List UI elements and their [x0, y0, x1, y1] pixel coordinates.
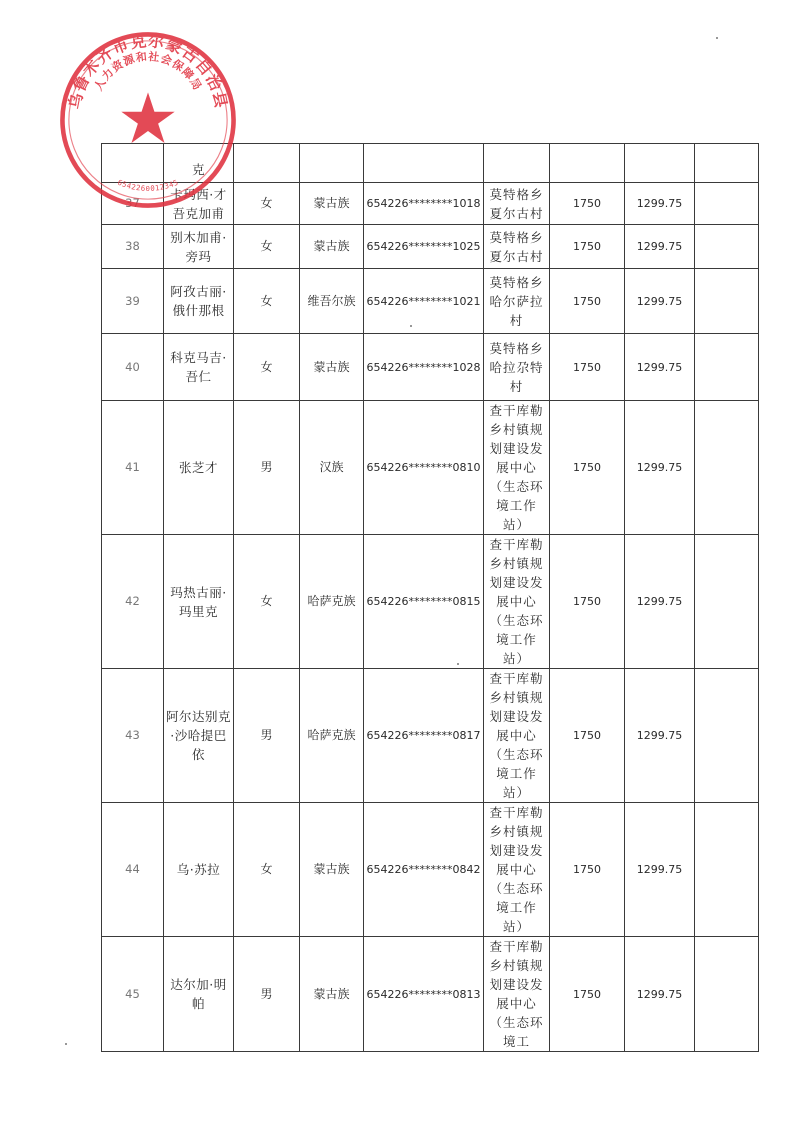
amount2-cell: 1299.75: [625, 937, 695, 1052]
amount2-cell: 1299.75: [625, 535, 695, 669]
id-number-cell: 654226********1025: [364, 225, 484, 269]
amount2-cell: 1299.75: [625, 225, 695, 269]
id-number-cell: 654226********1021: [364, 269, 484, 334]
ethnicity-cell: 蒙古族: [300, 937, 364, 1052]
table-row: [102, 269, 759, 334]
table-row: [102, 225, 759, 269]
gender-cell: 女: [234, 535, 300, 669]
table-row: [102, 803, 759, 937]
id-number-cell: 654226********0810: [364, 401, 484, 535]
seal-star-icon: [121, 92, 174, 143]
unit-cell: 查干库勒乡村镇规划建设发展中心（生态环境工作站）: [484, 401, 550, 535]
unit-cell: 莫特格乡夏尔古村: [484, 183, 550, 225]
id-number-cell: 654226********0817: [364, 669, 484, 803]
row-number-cell: 43: [102, 669, 164, 803]
gender-cell: 女: [234, 225, 300, 269]
seal-outer-text: 乌鲁木齐市克尔蒙古自治县: [64, 30, 232, 111]
gender-cell: 男: [234, 669, 300, 803]
amount1-cell: 1750: [550, 937, 625, 1052]
unit-cell: 莫特格乡哈尔萨拉村: [484, 269, 550, 334]
amount1-cell: 1750: [550, 225, 625, 269]
id-number-cell: 654226********0815: [364, 535, 484, 669]
table-row: [102, 334, 759, 401]
ethnicity-cell: 蒙古族: [300, 334, 364, 401]
official-seal-stamp: [56, 28, 240, 212]
scan-speck: [457, 663, 459, 665]
amount1-cell: 1750: [550, 803, 625, 937]
table-row: [102, 401, 759, 535]
id-number-cell: 654226********0842: [364, 803, 484, 937]
gender-cell: 男: [234, 401, 300, 535]
amount1-cell: 1750: [550, 535, 625, 669]
amount2-cell: 1299.75: [625, 401, 695, 535]
gender-cell: 女: [234, 803, 300, 937]
row-number-cell: 37: [102, 183, 164, 225]
remark-cell: [695, 803, 759, 937]
row-number-cell: 39: [102, 269, 164, 334]
name-cell: 卡玛西·才吾克加甫: [164, 183, 234, 225]
amount1-cell: 1750: [550, 669, 625, 803]
amount2-cell: 1299.75: [625, 803, 695, 937]
unit-cell: [484, 144, 550, 183]
name-cell: 科克马吉·吾仁: [164, 334, 234, 401]
row-number-cell: 45: [102, 937, 164, 1052]
remark-cell: [695, 225, 759, 269]
id-number-cell: 654226********1018: [364, 183, 484, 225]
remark-cell: [695, 144, 759, 183]
gender-cell: 女: [234, 269, 300, 334]
name-cell: 乌·苏拉: [164, 803, 234, 937]
ethnicity-cell: 汉族: [300, 401, 364, 535]
ethnicity-cell: 蒙古族: [300, 183, 364, 225]
scan-speck: [65, 1043, 67, 1045]
remark-cell: [695, 937, 759, 1052]
name-cell: 阿尔达别克·沙哈提巴依: [164, 669, 234, 803]
unit-cell: 莫特格乡哈拉尕特村: [484, 334, 550, 401]
table-row: [102, 669, 759, 803]
svg-text:6542260012345: [116, 178, 180, 193]
scan-speck: [410, 325, 412, 327]
gender-cell: 女: [234, 183, 300, 225]
unit-cell: 查干库勒乡村镇规划建设发展中心（生态环境工作站）: [484, 803, 550, 937]
row-number-cell: 40: [102, 334, 164, 401]
unit-cell: 查干库勒乡村镇规划建设发展中心（生态环境工作站）: [484, 669, 550, 803]
ethnicity-cell: 哈萨克族: [300, 669, 364, 803]
row-number-cell: 42: [102, 535, 164, 669]
name-cell: 达尔加·明帕: [164, 937, 234, 1052]
seal-code-text: 6542260012345: [116, 177, 180, 193]
name-cell: 别木加甫·旁玛: [164, 225, 234, 269]
subsidy-roster-table: [101, 143, 759, 1052]
remark-cell: [695, 535, 759, 669]
gender-cell: 男: [234, 937, 300, 1052]
unit-cell: 查干库勒乡村镇规划建设发展中心（生态环境工: [484, 937, 550, 1052]
amount1-cell: 1750: [550, 401, 625, 535]
remark-cell: [695, 401, 759, 535]
unit-cell: 莫特格乡夏尔古村: [484, 225, 550, 269]
gender-cell: 女: [234, 334, 300, 401]
id-number-cell: [364, 144, 484, 183]
amount2-cell: 1299.75: [625, 269, 695, 334]
ethnicity-cell: 哈萨克族: [300, 535, 364, 669]
ethnicity-cell: 蒙古族: [300, 225, 364, 269]
remark-cell: [695, 669, 759, 803]
remark-cell: [695, 183, 759, 225]
id-number-cell: 654226********1028: [364, 334, 484, 401]
row-number-cell: 44: [102, 803, 164, 937]
remark-cell: [695, 334, 759, 401]
row-number-cell: 38: [102, 225, 164, 269]
name-cell: 阿孜古丽·俄什那根: [164, 269, 234, 334]
amount1-cell: 1750: [550, 334, 625, 401]
name-cell: 张芝才: [164, 401, 234, 535]
name-cell: 克: [164, 144, 234, 183]
seal-inner-text: 人力资源和社会保障局: [91, 50, 205, 93]
ethnicity-cell: 蒙古族: [300, 803, 364, 937]
ethnicity-cell: [300, 144, 364, 183]
amount2-cell: 1299.75: [625, 183, 695, 225]
amount2-cell: 1299.75: [625, 334, 695, 401]
name-cell: 玛热古丽·玛里克: [164, 535, 234, 669]
amount1-cell: [550, 144, 625, 183]
gender-cell: [234, 144, 300, 183]
amount2-cell: [625, 144, 695, 183]
scan-speck: [716, 37, 718, 39]
ethnicity-cell: 维吾尔族: [300, 269, 364, 334]
table-row: [102, 937, 759, 1052]
row-number-cell: 41: [102, 401, 164, 535]
amount1-cell: 1750: [550, 269, 625, 334]
amount2-cell: 1299.75: [625, 669, 695, 803]
id-number-cell: 654226********0813: [364, 937, 484, 1052]
table-row: [102, 535, 759, 669]
unit-cell: 查干库勒乡村镇规划建设发展中心（生态环境工作站）: [484, 535, 550, 669]
amount1-cell: 1750: [550, 183, 625, 225]
remark-cell: [695, 269, 759, 334]
